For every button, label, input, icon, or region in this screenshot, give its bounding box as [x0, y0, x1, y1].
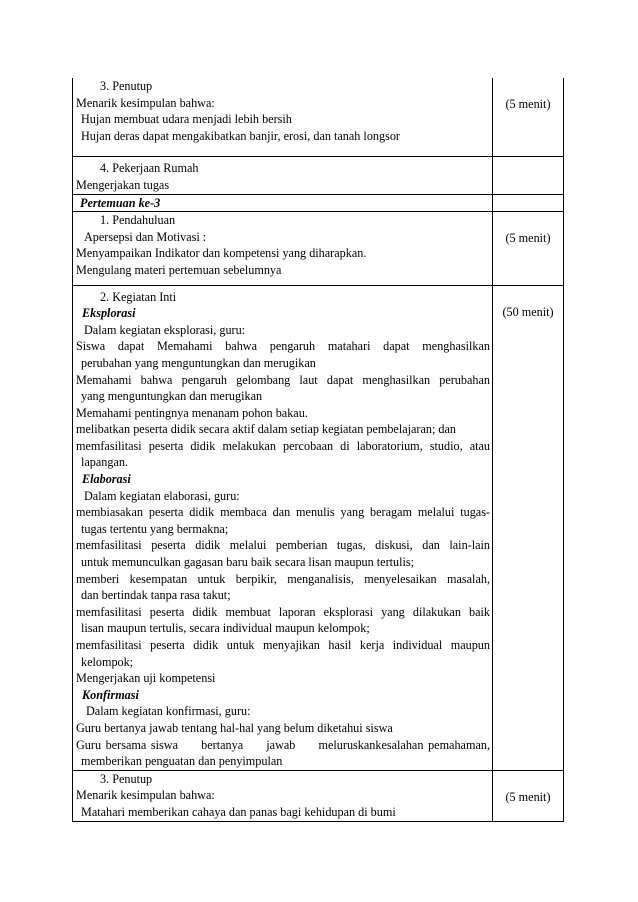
text-line: untuk memunculkan gagasan baru baik secara lisan maupun tertulis; [81, 555, 415, 570]
text-line: Menyampaikan Indikator dan kompetensi yang diharapkan. [76, 246, 367, 261]
text-line: yang menguntungkan dan merugikan [81, 389, 263, 404]
duration: (5 menit) [505, 97, 551, 111]
text-line: Menarik kesimpulan bahwa: [76, 95, 215, 110]
row-pekerjaan-rumah [72, 156, 564, 193]
konfirmasi-heading: Konfirmasi [82, 687, 139, 702]
text-line: memberikan penguatan dan penyimpulan [81, 754, 283, 769]
text-line: dan bertindak tanpa rasa takut; [81, 588, 231, 603]
section-title: 2. Kegiatan Inti [100, 289, 177, 304]
row-kegiatan-inti [72, 285, 564, 770]
lesson-plan-table [72, 78, 564, 822]
text-line: Siswa dapat Memahami bahwa pengaruh matahari dapat menghasilkan [76, 339, 490, 354]
text-line: Mengulang materi pertemuan sebelumnya [76, 262, 282, 277]
text-line: perubahan yang menguntungkan dan merugikan [81, 355, 316, 370]
text-line: melibatkan peserta didik secara aktif dalam setiap kegiatan pembelajaran; dan [76, 422, 457, 437]
text-line: Hujan membuat udara menjadi lebih bersih [81, 112, 292, 127]
text-line: Dalam kegiatan konfirmasi, guru: [86, 704, 251, 719]
row-penutup-1 [72, 78, 564, 156]
text-line: tugas tertentu yang bermakna; [81, 521, 229, 536]
text-line: Guru bersama siswa bertanya jawab meluruskankesalahan pemahaman, [76, 737, 490, 752]
text-line: memberi kesempatan untuk berpikir, menganalisis, menyelesaikan masalah, [76, 571, 490, 586]
section-title: 1. Pendahuluan [100, 213, 176, 228]
row-pendahuluan [72, 211, 564, 284]
text-line: Apersepsi dan Motivasi : [84, 229, 207, 244]
duration: (5 menit) [505, 231, 551, 246]
section-title: 4. Pekerjaan Rumah [100, 161, 199, 176]
row-meeting-header [72, 194, 564, 212]
section-title: 3. Penutup [100, 771, 153, 786]
text-line: lisan maupun tertulis, secara individual maupun kelompok; [81, 621, 370, 636]
text-line: Dalam kegiatan elaborasi, guru: [84, 488, 240, 503]
text-line: memfasilitasi peserta didik untuk menyajikan hasil kerja individual maupun [76, 638, 490, 652]
text-line: Mengerjakan uji kompetensi [76, 671, 216, 686]
text-line: Dalam kegiatan eksplorasi, guru: [84, 322, 246, 337]
section-title: 3. Penutup [100, 79, 153, 93]
text-line: membiasakan peserta didik membaca dan menulis yang beragam melalui tugas- [76, 505, 490, 520]
text-line: Memahami pentingnya menanam pohon bakau. [76, 405, 308, 420]
text-line: Memahami bahwa pengaruh gelombang laut dapat menghasilkan perubahan [76, 372, 490, 387]
elaborasi-heading: Elaborasi [82, 472, 131, 487]
text-line: kelompok; [81, 654, 134, 669]
text-line: memfasilitasi peserta didik membuat laporan eksplorasi yang dilakukan baik [76, 604, 490, 619]
text-line: Guru bertanya jawab tentang hal-hal yang belum diketahui siswa [76, 720, 393, 735]
text-line: Menarik kesimpulan bahwa: [76, 788, 215, 803]
row-penutup-2 [72, 770, 564, 822]
text-line: Matahari memberikan cahaya dan panas bagi kehidupan di bumi [81, 804, 396, 819]
text-line: lapangan. [81, 455, 129, 470]
text-line: Hujan deras dapat mengakibatkan banjir, erosi, dan tanah longsor [81, 128, 400, 143]
text-line: memfasilitasi peserta didik melalui pemberian tugas, diskusi, dan lain-lain [76, 538, 490, 553]
eksplorasi-heading: Eksplorasi [82, 306, 136, 321]
text-line: memfasilitasi peserta didik melakukan percobaan di laboratorium, studio, atau [76, 438, 490, 453]
duration: (50 menit) [502, 304, 554, 319]
meeting-title: Pertemuan ke-3 [80, 195, 161, 210]
duration: (5 menit) [505, 789, 551, 804]
text-line: Mengerjakan tugas [76, 177, 170, 192]
